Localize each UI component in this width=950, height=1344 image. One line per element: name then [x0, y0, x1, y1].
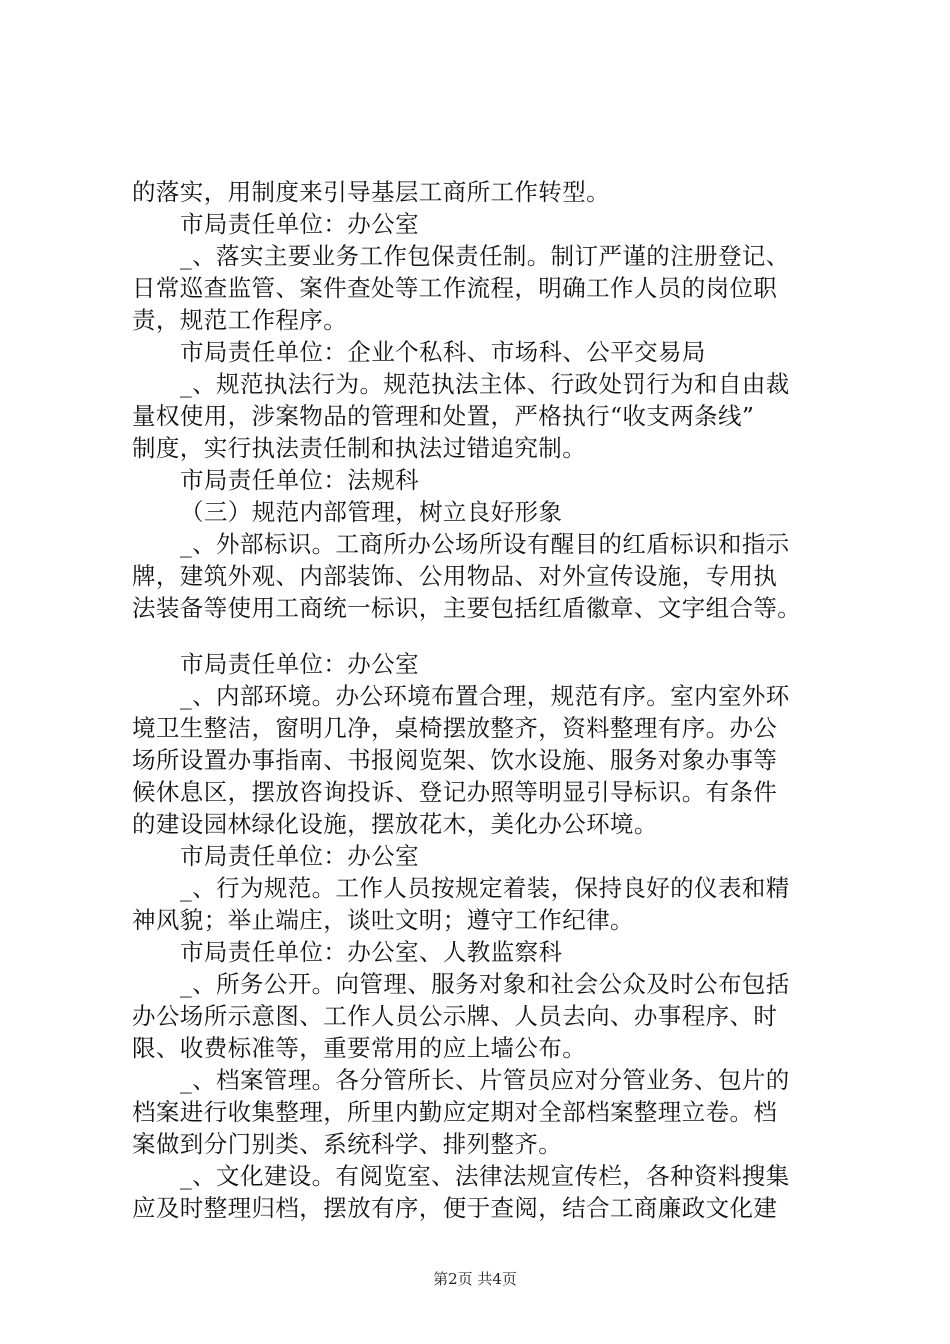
text-line: 办公场所示意图、工作人员公示牌、人员去向、办事程序、时 — [132, 1002, 778, 1030]
paragraph-start: _、行为规范。工作人员按规定着装，保持良好的仪表和精 — [180, 874, 790, 902]
responsible-unit: 市局责任单位：法规科 — [180, 466, 419, 494]
paragraph-start: _、文化建设。有阅览室、法律法规宣传栏，各种资料搜集 — [180, 1162, 790, 1190]
responsible-unit: 市局责任单位：办公室、人教监察科 — [180, 938, 563, 966]
responsible-unit: 市局责任单位：办公室 — [180, 842, 419, 870]
text-line: 案做到分门别类、系统科学、排列整齐。 — [132, 1130, 563, 1158]
text-line: 候休息区，摆放咨询投诉、登记办照等明显引导标识。有条件 — [132, 778, 778, 806]
paragraph-start: _、档案管理。各分管所长、片管员应对分管业务、包片的 — [180, 1066, 790, 1094]
text-line: 场所设置办事指南、书报阅览架、饮水设施、服务对象办事等 — [132, 746, 778, 774]
text-line: 应及时整理归档，摆放有序，便于查阅，结合工商廉政文化建 — [132, 1194, 778, 1222]
text-line: 的建设园林绿化设施，摆放花木，美化办公环境。 — [132, 810, 658, 838]
text-line: 神风貌；举止端庄，谈吐文明；遵守工作纪律。 — [132, 906, 634, 934]
responsible-unit: 市局责任单位：办公室 — [180, 650, 419, 678]
text-line: 日常巡查监管、案件查处等工作流程，明确工作人员的岗位职 — [132, 274, 778, 302]
text-line: 责，规范工作程序。 — [132, 306, 348, 334]
responsible-unit: 市局责任单位：企业个私科、市场科、公平交易局 — [180, 338, 706, 366]
text-line: 限、收费标准等，重要常用的应上墙公布。 — [132, 1034, 587, 1062]
responsible-unit: 市局责任单位：办公室 — [180, 210, 419, 238]
paragraph-start: _、所务公开。向管理、服务对象和社会公众及时公布包括 — [180, 970, 790, 998]
section-heading: （三）规范内部管理，树立良好形象 — [180, 498, 563, 526]
text-line: 档案进行收集整理，所里内勤应定期对全部档案整理立卷。档 — [132, 1098, 778, 1126]
page-footer: 第2页 共4页 — [433, 1270, 517, 1288]
text-line: 制度，实行执法责任制和执法过错追究制。 — [132, 434, 587, 462]
paragraph-start: _、落实主要业务工作包保责任制。制订严谨的注册登记、 — [180, 242, 790, 270]
text-line: 牌，建筑外观、内部装饰、公用物品、对外宣传设施，专用执 — [132, 562, 778, 590]
paragraph-start: _、外部标识。工商所办公场所设有醒目的红盾标识和指示 — [180, 530, 790, 558]
paragraph-start: _、规范执法行为。规范执法主体、行政处罚行为和自由裁 — [180, 370, 790, 398]
text-line: 的落实，用制度来引导基层工商所工作转型。 — [132, 178, 610, 206]
text-line: 量权使用，涉案物品的管理和处置，严格执行“收支两条线” — [132, 402, 755, 430]
text-line: 法装备等使用工商统一标识，主要包括红盾徽章、文字组合等。 — [132, 594, 802, 622]
text-line: 境卫生整洁，窗明几净，桌椅摆放整齐，资料整理有序。办公 — [132, 714, 778, 742]
paragraph-start: _、内部环境。办公环境布置合理，规范有序。室内室外环 — [180, 682, 790, 710]
